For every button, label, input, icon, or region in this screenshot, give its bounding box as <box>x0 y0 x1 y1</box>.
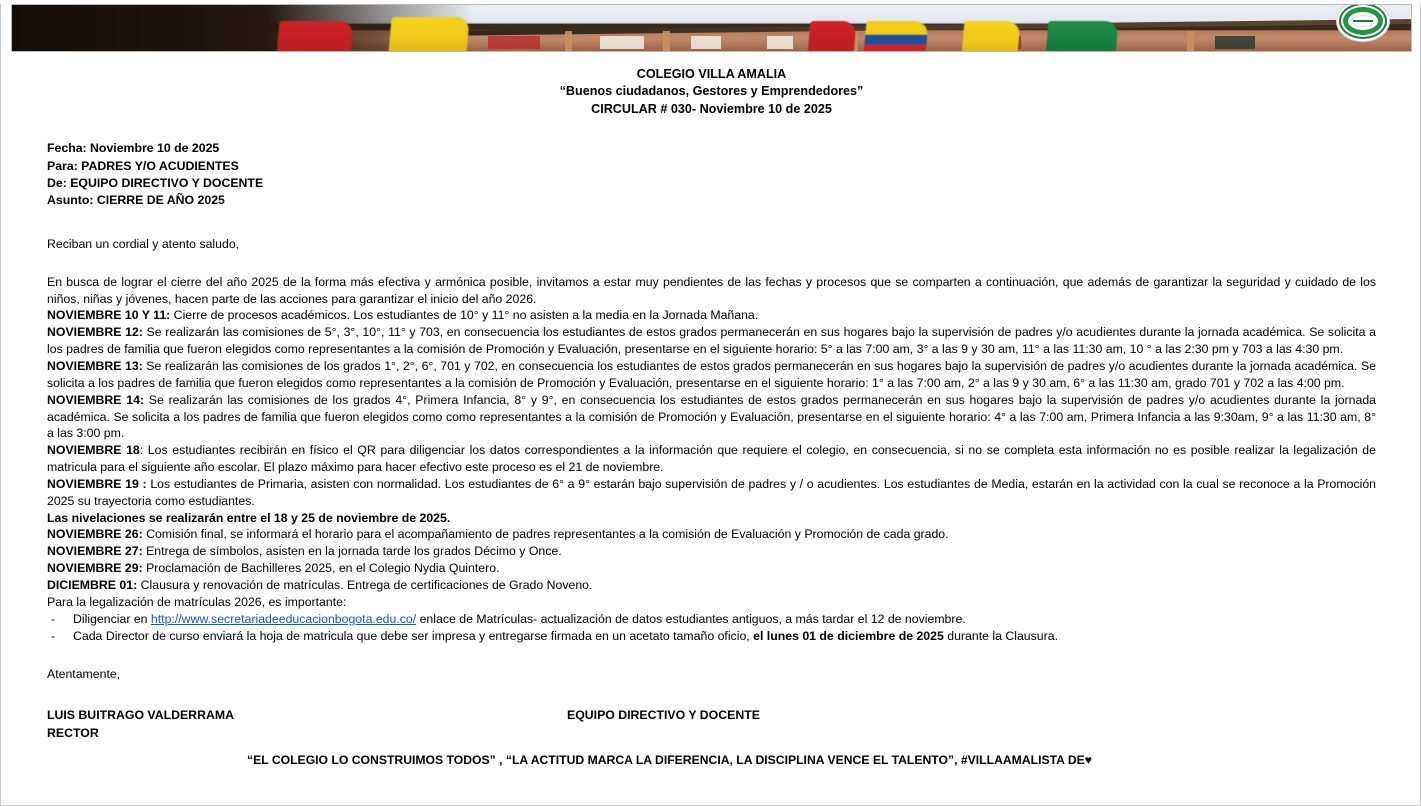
closing-line: Atentamente, <box>47 667 121 682</box>
bullet-text-post: enlace de Matrículas- actualización de datos estudiantes antiguos, a más tardar el 12 de noviembre. <box>416 611 966 626</box>
school-slogan <box>247 752 1376 769</box>
signer-role: RECTOR <box>47 725 99 740</box>
schedule-entry <box>47 543 1376 560</box>
legalizacion-intro: Para la legalización de matrículas 2026, es importante: <box>47 594 347 609</box>
entry-text: Cierre de procesos académicos. Los estudiantes de 10° y 11° no asisten a la media en la Jornada Mañana. <box>170 308 759 323</box>
intro-paragraph: En busca de lograr el cierre del año 2025 de la forma más efectiva y armónica posible, invitamos a estar muy pendientes de las fechas y procesos que se comparten a continuación, que además de garantizar la seguridad y cuidado de los niños, niñas y jóvenes, hacen parte de las acciones para garantizar el inicio del año 2026. <box>47 274 1376 306</box>
meta-de: De: EQUIPO DIRECTIVO Y DOCENTE <box>47 176 264 191</box>
heart-icon: ♥ <box>1084 753 1093 768</box>
entry-label: NOVIEMBRE 10 Y 11: <box>47 308 171 323</box>
bullet-text-pre: Diligenciar en <box>73 611 151 626</box>
building-column <box>1187 31 1194 51</box>
schedule-entries-group-2 <box>47 526 1376 593</box>
building-window <box>1215 36 1255 49</box>
entry-text: Se realizarán las comisiones de los grados 4°, Primera Infancia, 8° y 9°, en consecuencia los estudiantes de estos grados permanecerán en sus hogares bajo la supervisión de padres y/o acudientes durante la jornada académica. Se solicita a los padres de familia que fueron elegidos como como representantes a la comisión de Promoción y Evaluación, presentarse en el siguiente horario: 4° a las 7:00 am, Primera Infancia a las 9:30am, 9° a las 11:30 am, 8° a las 3:00 pm. <box>47 392 1376 441</box>
entry-label: NOVIEMBRE 12: <box>47 325 143 340</box>
schedule-entry <box>47 526 1376 543</box>
building-window <box>691 36 721 49</box>
document-body <box>1 52 1420 769</box>
schedule-entry <box>47 577 1376 594</box>
entry-label: NOVIEMBRE 19 : <box>47 476 147 491</box>
schedule-entries-group-1 <box>47 307 1376 509</box>
entry-label: NOVIEMBRE 18 <box>47 443 140 458</box>
entry-label: DICIEMBRE 01: <box>47 577 138 592</box>
schedule-entry <box>47 476 1376 510</box>
colombian-flag <box>388 17 469 52</box>
signer-name: LUIS BUITRAGO VALDERRAMA <box>47 708 234 723</box>
bullet-text-bold: el lunes 01 de diciembre de 2025 <box>753 628 944 643</box>
letterhead-title <box>47 66 1376 118</box>
list-item <box>47 611 1376 628</box>
bullet-dash: - <box>51 611 56 626</box>
schedule-entry <box>47 442 1376 476</box>
schedule-entry <box>47 392 1376 443</box>
header-banner-image <box>11 4 1412 52</box>
bullet-dash: - <box>51 628 56 643</box>
bullet-text-post: durante la Clausura. <box>943 628 1058 643</box>
entry-text: Entrega de símbolos, asisten en la jornada tarde los grados Décimo y Once. <box>142 544 562 559</box>
entry-text: Los estudiantes de Primaria, asisten con normalidad. Los estudiantes de 6° a 9° estarán bajo supervisión de padres y / o acudientes. Los estudiantes de Media, estarán en la actividad con la cual se reconoce a la Promoción 2025 su trayectoria como estudiantes. <box>47 476 1376 508</box>
colombian-flag <box>1046 21 1119 52</box>
signer-group: EQUIPO DIRECTIVO Y DOCENTE <box>567 708 760 723</box>
colombian-flag <box>962 21 1021 52</box>
schedule-entry <box>47 324 1376 358</box>
signature-block <box>47 707 1376 742</box>
entry-label: NOVIEMBRE 29: <box>47 561 143 576</box>
requirements-list <box>47 611 1376 645</box>
greeting-line: Reciban un cordial y atento saludo, <box>47 236 240 251</box>
entry-label: NOVIEMBRE 13: <box>47 359 143 373</box>
colombian-flag <box>276 21 353 52</box>
building-column <box>565 31 572 51</box>
bullet-text-pre: Cada Director de curso enviará la hoja de matricula que debe ser impresa y entregarse firmada en un acetato tamaño oficio, <box>73 628 754 643</box>
meta-fecha: Fecha: Noviembre 10 de 2025 <box>47 141 220 156</box>
list-item <box>47 628 1376 645</box>
building-window <box>600 36 644 49</box>
document-page <box>0 4 1421 806</box>
entry-label: NOVIEMBRE 14: <box>47 392 145 407</box>
schedule-entry <box>47 307 1376 324</box>
entry-text: Clausura y renovación de matrículas. Entrega de certificaciones de Grado Noveno. <box>137 577 593 592</box>
colombian-flag <box>864 21 929 52</box>
school-motto: “Buenos ciudadanos, Gestores y Emprendedores” <box>559 84 864 99</box>
building-column <box>663 31 670 51</box>
entry-label: NOVIEMBRE 26: <box>47 527 143 542</box>
building-window <box>488 36 540 49</box>
entry-text: Se realizarán las comisiones de 5°, 3°, 10°, 11° y 703, en consecuencia los estudiantes de estos grados permanecerán en sus hogares bajo la supervisión de padres y/o acudientes durante la jornada académica. Se solicita a los padres de familia que fueron elegidos como representantes a la comisión de Promoción y Evaluación, presentarse en el siguiente horario: 5° a las 7:00 am, 3° a las 9 y 30 am, 11° a las 11:30 am, 10 ° a las 2:30 pm y 703 a las 4:30 pm. <box>47 325 1376 357</box>
memo-metadata <box>47 140 1376 210</box>
entry-text: : Los estudiantes recibirán en físico el QR para diligenciar los datos correspondientes a la información que requiere el colegio, en consecuencia, si no se completa esta información no es posible realizar la legalización de matricula para el siguiente año escolar. El plazo máximo para hacer efectivo este proceso es el 21 de noviembre. <box>47 443 1376 475</box>
nivelaciones-note: Las nivelaciones se realizarán entre el 18 y 25 de noviembre de 2025. <box>47 510 451 525</box>
school-name: COLEGIO VILLA AMALIA <box>636 67 787 81</box>
circular-number: CIRCULAR # 030- Noviembre 10 de 2025 <box>591 101 832 116</box>
entry-text: Se realizarán las comisiones de los grados 1°, 2°, 6°, 701 y 702, en consecuencia los estudiantes de estos grados permanecerán en sus hogares bajo la supervisión de padres y/o acudientes durante la jornada académica. Se solicita a los padres de familia que fueron elegidos como representantes a la comisión de Promoción y Evaluación, presentarse en el siguiente horario: 1° a las 7:00 am, 2° a las 9 y 30 am, 6° a las 11:30 am, grado 701 y 702 a las 4:00 pm. <box>47 359 1376 390</box>
entry-text: Proclamación de Bachilleres 2025, en el Colegio Nydia Quintero. <box>142 561 500 576</box>
building-window <box>767 36 793 49</box>
slogan-text: “EL COLEGIO LO CONSTRUIMOS TODOS” , “LA ACTITUD MARCA LA DIFERENCIA, LA DISCIPLINA VENCE EL TALENTO”, #VILLAAMALISTA DE <box>247 753 1085 768</box>
schedule-entry <box>47 560 1376 577</box>
entry-label: NOVIEMBRE 27: <box>47 544 143 559</box>
matriculas-link[interactable]: http://www.secretariadeeducacionbogota.edu.co/ <box>150 611 417 626</box>
entry-text: Comisión final, se informará el horario para el acompañamiento de padres representantes a la comisión de Evaluación y Promoción de cada grado. <box>142 527 949 542</box>
schedule-entry <box>47 358 1376 392</box>
meta-asunto: Asunto: CIERRE DE AÑO 2025 <box>47 193 225 208</box>
colombian-flag <box>808 21 857 52</box>
meta-para: Para: PADRES Y/O ACUDIENTES <box>47 158 239 173</box>
